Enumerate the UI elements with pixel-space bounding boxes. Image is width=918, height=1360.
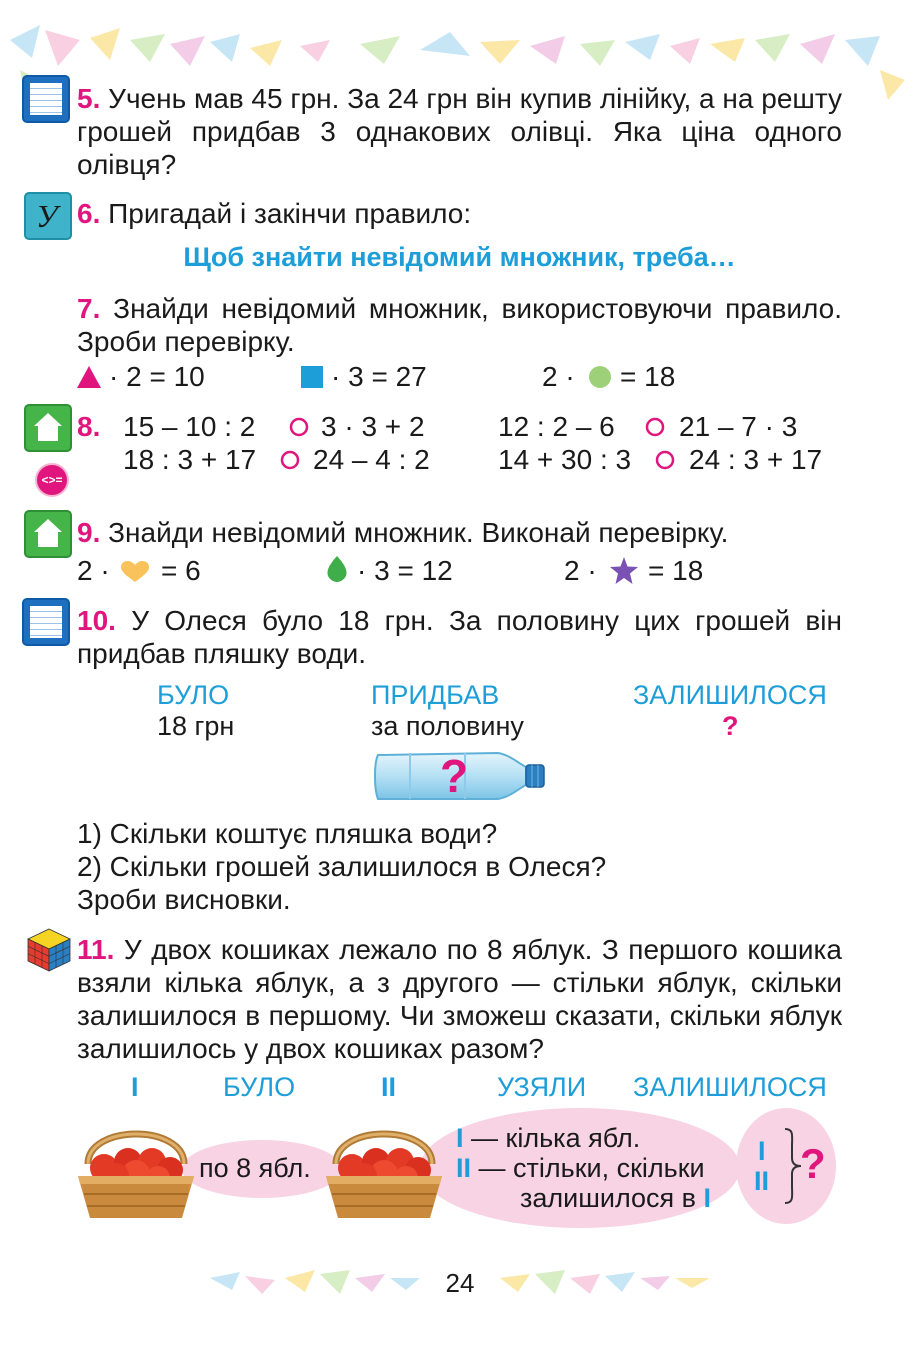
task-8-r1c1a: 15 – 10 : 2 — [123, 411, 256, 442]
task-11-header-left: ЗАЛИШИЛОСЯ — [633, 1072, 827, 1102]
task-7-equations — [77, 360, 842, 393]
notebook-icon — [22, 75, 70, 123]
task-10-conclusion: Зроби висновки. — [77, 884, 291, 915]
task-6-text: Пригадай і закінчи правило: — [108, 198, 472, 229]
compare-circle-icon — [289, 417, 309, 437]
task-5 — [77, 82, 842, 181]
left-question-mark: ? — [800, 1140, 826, 1187]
task-7-eq2: · 3 = 27 — [331, 361, 427, 392]
task-11 — [77, 933, 842, 1065]
compare-circle-icon — [280, 450, 300, 470]
task-7-eq1: · 2 = 10 — [109, 361, 205, 392]
task-8-r2c1b: 24 – 4 : 2 — [313, 444, 430, 475]
notebook-icon — [22, 598, 70, 646]
star-icon — [610, 557, 638, 584]
took-line-1 — [456, 1123, 640, 1154]
task-10-value-bought: за половину — [371, 711, 524, 741]
task-8-r2c2a: 14 + 30 : 3 — [498, 444, 632, 475]
task-6-number: 6. — [77, 198, 101, 229]
took-line-3 — [520, 1183, 711, 1214]
task-9-equations — [77, 554, 842, 587]
house-icon — [24, 510, 72, 558]
task-10-text: У Олеся було 18 грн. За половину цих грошей він придбав пляшку води. — [77, 605, 842, 669]
leaf-icon — [326, 556, 348, 582]
task-10-value-left: ? — [722, 711, 739, 741]
took-line-3-text: залишилося в — [520, 1183, 697, 1213]
task-10-question-2: 2) Скільки грошей залишилося в Олеся? — [77, 851, 607, 882]
task-10-header-left: ЗАЛИШИЛОСЯ — [633, 680, 827, 710]
task-10-header-had: БУЛО — [157, 680, 230, 710]
task-5-number: 5. — [77, 83, 101, 114]
compare-circle-icon — [655, 450, 675, 470]
task-8-number: 8. — [77, 411, 101, 442]
task-7-number: 7. — [77, 293, 101, 324]
took-line-2-text: — стільки, скільки — [478, 1153, 705, 1183]
left-basket-1: I — [758, 1136, 766, 1166]
task-10-number: 10. — [77, 605, 116, 636]
took-line-2 — [456, 1153, 705, 1184]
bottle-question-mark: ? — [440, 750, 469, 802]
task-8 — [77, 410, 867, 480]
compare-badge-icon — [35, 463, 69, 497]
task-9-number: 9. — [77, 517, 101, 548]
task-8-r2c1a: 18 : 3 + 17 — [123, 444, 257, 475]
task-10-question-1: 1) Скільки коштує пляшка води? — [77, 818, 498, 849]
compare-circle-icon — [645, 417, 665, 437]
task-11-header-took: УЗЯЛИ — [497, 1072, 587, 1102]
task-8-r1c2b: 21 – 7 · 3 — [679, 411, 798, 442]
task-8-r1c2a: 12 : 2 – 6 — [498, 411, 615, 442]
had-bubble-text: по 8 ябл. — [199, 1153, 311, 1183]
task-9-eq3-right: = 18 — [648, 555, 704, 586]
heart-icon — [121, 561, 149, 583]
task-11-header-had: БУЛО — [223, 1072, 296, 1102]
task-10 — [77, 604, 842, 670]
task-9-text: Знайди невідомий множник. Виконай перевірку. — [108, 517, 729, 548]
task-9 — [77, 516, 867, 549]
rubiks-cube-icon — [26, 927, 72, 973]
took-line-3-mark: I — [703, 1183, 712, 1213]
task-7-text: Знайди невідомий множник, використовуючи правило. Зроби перевірку. — [77, 293, 842, 357]
task-10-header-bought: ПРИДБАВ — [371, 680, 500, 710]
task-6 — [77, 197, 842, 230]
took-line-1-text: — кілька ябл. — [471, 1123, 641, 1153]
task-7 — [77, 292, 842, 358]
compare-badge-text: <>= — [41, 473, 63, 487]
task-11-header-basket-2: II — [381, 1072, 397, 1102]
house-icon — [24, 404, 72, 452]
task-9-eq1-right: = 6 — [161, 555, 201, 586]
task-11-text: У двох кошиках лежало по 8 яблук. З першого кошика взяли кілька яблук, а з другого — стільки яблук, скільки залишилося в першому. Чи зможеш сказати, скільки яблук залишилось у двох кошиках разом? — [77, 934, 842, 1064]
task-9-eq3-left: 2 · — [564, 555, 597, 586]
page-number: 24 — [445, 1268, 475, 1298]
letter-u-icon: У — [24, 192, 72, 240]
task-9-eq2: · 3 = 12 — [357, 555, 453, 586]
task-9-eq1-left: 2 · — [77, 555, 110, 586]
rule-text: Щоб знайти невідомий множник, треба… — [183, 242, 736, 272]
task-10-value-had: 18 грн — [157, 711, 235, 741]
task-7-eq3-left: 2 · — [542, 361, 575, 392]
task-11-number: 11. — [77, 934, 115, 965]
square-icon — [301, 366, 323, 388]
task-7-eq3-right: = 18 — [620, 361, 676, 392]
apple-basket-icon — [74, 1114, 198, 1224]
left-basket-2: II — [754, 1166, 770, 1196]
task-8-r2c2b: 24 : 3 + 17 — [689, 444, 823, 475]
took-line-2-mark: II — [456, 1153, 472, 1183]
task-11-header-basket-1: I — [131, 1072, 139, 1102]
circle-icon — [588, 365, 612, 389]
task-8-r1c1b: 3 · 3 + 2 — [321, 411, 425, 442]
triangle-icon — [77, 366, 101, 388]
apple-basket-icon — [322, 1114, 446, 1224]
took-line-1-mark: I — [456, 1123, 464, 1153]
task-5-text: Учень мав 45 грн. За 24 грн він купив лінійку, а на решту грошей придбав 3 однакових олівці. Яка ціна одного олівця? — [77, 83, 842, 180]
